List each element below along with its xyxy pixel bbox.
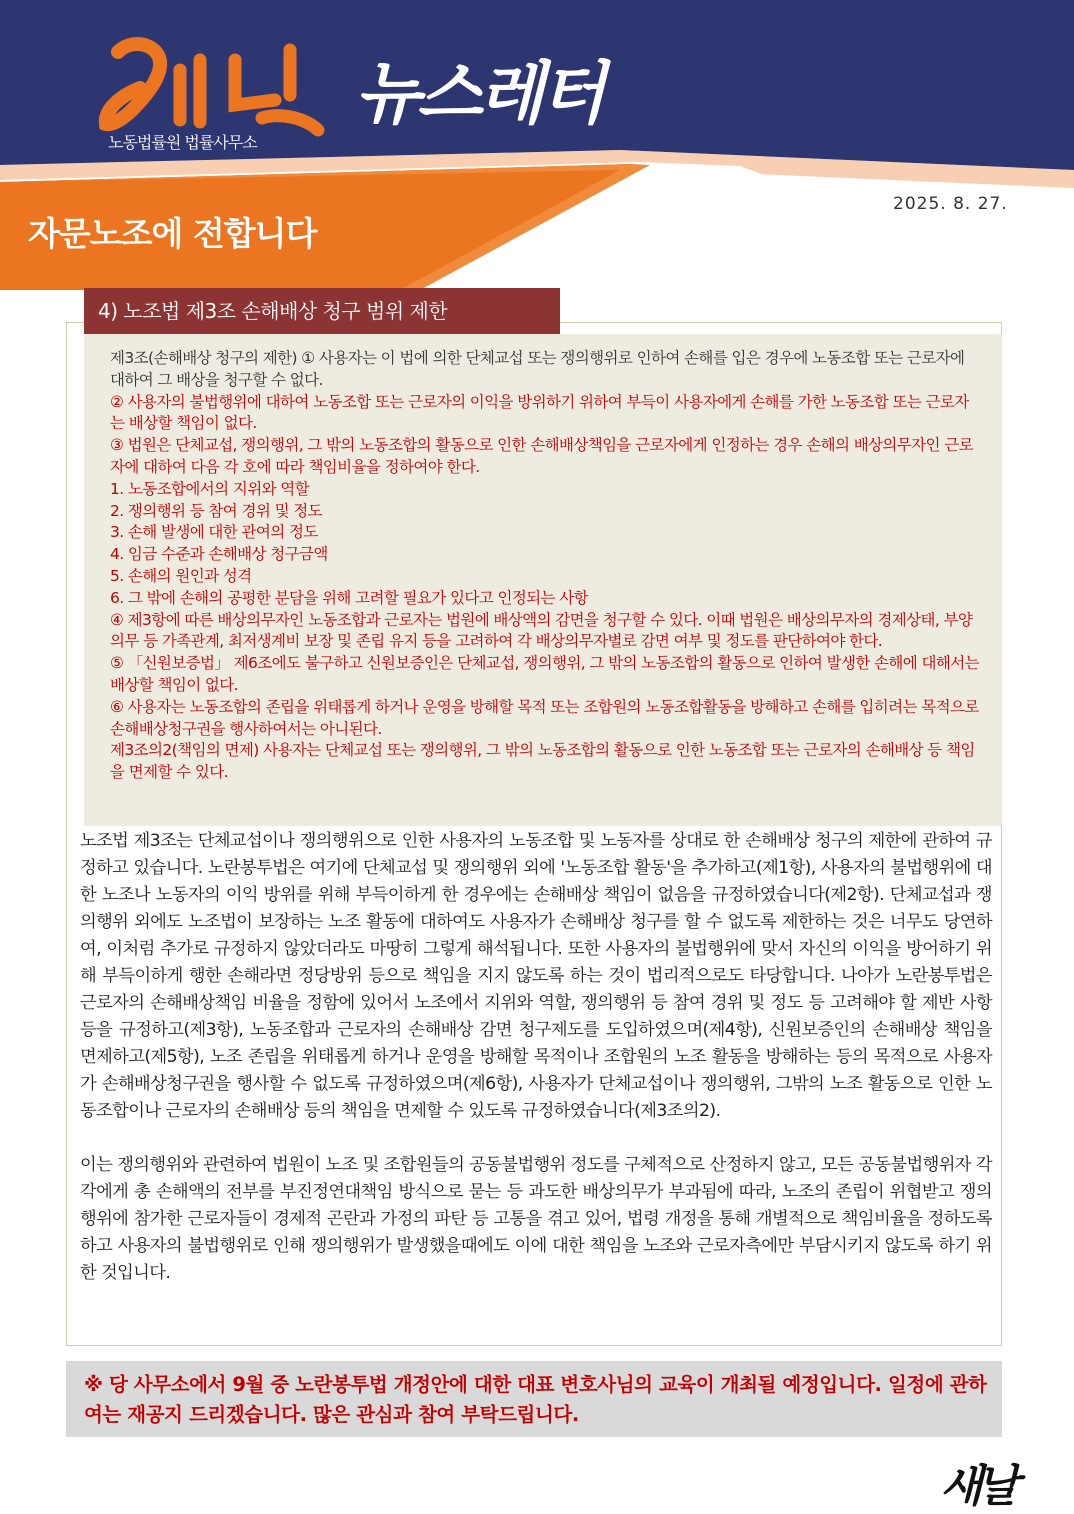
law-line: ⑤ 「신원보증법」 제6조에도 불구하고 신원보증인은 단체교섭, 쟁의행위, 그 밖의 노동조합의 활동으로 인하여 발생한 손해에 대해서는 배상할 책임이 없다. bbox=[110, 654, 979, 694]
law-line: ② 사용자의 불법행위에 대하여 노동조합 또는 근로자의 이익을 방위하기 위하여 부득이 사용자에게 손해를 가한 노동조합 또는 근로자는 배상할 책임이 없다. bbox=[110, 392, 969, 433]
law-line: 6. 그 밖에 손해의 공평한 분담을 위해 고려할 필요가 있다고 인정되는 사항 bbox=[110, 588, 589, 607]
law-line: 4. 임금 수준과 손해배상 청구금액 bbox=[110, 545, 328, 564]
issue-date: 2025. 8. 27. bbox=[893, 194, 1008, 214]
article-subheader: 4) 노조법 제3조 손해배상 청구 범위 제한 bbox=[84, 288, 560, 334]
law-text-box bbox=[84, 334, 1002, 826]
notice-banner: ※ 당 사무소에서 9월 중 노란봉투법 개정안에 대한 대표 변호사님의 교육이 개최될 예정입니다. 일정에 관하여는 재공지 드리겠습니다. 많은 관심과 참여 부탁드립니다. bbox=[66, 1361, 1002, 1437]
section-label: 자문노조에 전합니다 bbox=[28, 214, 317, 253]
law-line: ⑥ 사용자는 노동조합의 존립을 위태롭게 하거나 운영을 방해할 목적 또는 조합원의 노동조합활동을 방해하고 손해를 입히려는 목적으로 손해배상청구권을 행사하여서는 아니된다. bbox=[110, 697, 979, 738]
law-line: ③ 법원은 단체교섭, 쟁의행위, 그 밖의 노동조합의 활동으로 인한 손해배상책임을 근로자에게 인정하는 경우 손해의 배상의무자인 근로자에 대하여 다음 각 호에 따라 책임비율을 정하여야 한다. bbox=[110, 436, 974, 476]
article-paragraph: 노조법 제3조는 단체교섭이나 쟁의행위으로 인한 사용자의 노동조합 및 노동자를 상대로 한 손해배상 청구의 제한에 관하여 규정하고 있습니다. 노란봉투법은 여기에 단체교섭 및 쟁의행위 외에 '노동조합 활동'을 추가하고(제1항), 사용자의 불법행위에 대한 노조나 노동자의 이익 방위를 위해 부득이하게 한 경우에는 손해배상 책임이 없음을 규정하였습니다(제2항). 단체교섭과 쟁의행위 외에도 노조법이 보장하는 노조 활동에 대하여도 사용자가 손해배상 청구를 할 수 없도록 제한하는 것은 너무도 당연하여, 이처럼 추가로 규정하지 않았더라도 마땅히 그렇게 해석됩니다. 또한 사용자의 불법행위에 맞서 자신의 이익을 방어하기 위해 부득이하게 행한 손해라면 정당방위 등으로 책임을 지지 않도록 하는 것이 법리적으로도 타당합니다. 나아가 노란봉투법은 근로자의 손해배상책임 비율을 정함에 있어서 노조에서 지위와 역할, 쟁의행위 등 참여 경위 및 정도 등 고려해야 할 제반 사항 등을 규정하고(제3항), 노동조합과 근로자의 손해배상 감면 청구제도를 도입하였으며(제4항), 신원보증인의 손해배상 책임을 면제하고(제5항), 노조 존립을 위태롭게 하거나 운영을 방해할 목적이나 조합원의 노조 활동을 방해하는 등의 목적으로 사용자가 손해배상청구권을 행사할 수 없도록 규정하였으며(제6항), 사용자가 단체교섭이나 쟁의행위, 그밖의 노조 활동으로 인한 노동조합이나 근로자의 손해배상 등의 책임을 면제할 수 있도록 규정하였습니다(제3조의2). bbox=[80, 831, 992, 1121]
newsletter-title: 뉴스레터 bbox=[355, 54, 602, 134]
law-line: 제3조의2(책임의 면제) 사용자는 단체교섭 또는 쟁의행위, 그 밖의 노동조합의 활동으로 인한 노동조합 또는 근로자의 손해배상 등 책임을 면제할 수 있다. bbox=[110, 741, 975, 782]
law-line: 1. 노동조합에서의 지위와 역할 bbox=[110, 479, 310, 498]
logo-subtitle: 노동법률원 법률사무소 bbox=[108, 133, 257, 152]
law-line: 5. 손해의 원인과 성격 bbox=[110, 566, 252, 585]
law-line: 2. 쟁의행위 등 참여 경위 및 정도 bbox=[110, 501, 323, 520]
article-body bbox=[80, 828, 992, 1287]
law-line: 3. 손해 발생에 대한 관여의 정도 bbox=[110, 523, 318, 542]
law-line: 제3조(손해배상 청구의 제한) ① 사용자는 이 법에 의한 단체교섭 또는 쟁의행위로 인하여 손해를 입은 경우에 노동조합 또는 근로자에 대하여 그 배상을 청구할 수 없다. bbox=[110, 349, 965, 389]
article-paragraph: 이는 쟁의행위와 관련하여 법원이 노조 및 조합원들의 공동불법행위 정도를 구체적으로 산정하지 않고, 모든 공동불법행위자 각각에게 총 손해액의 전부를 부진정연대책임 방식으로 묻는 등 과도한 배상의무가 부과됨에 따라, 노조의 존립이 위협받고 쟁의행위에 참가한 근로자들이 경제적 곤란과 가정의 파탄 등 고통을 겪고 있어, 법령 개정을 통해 개별적으로 책임비율을 정하도록 하고 사용자의 불법행위로 인해 쟁의행위가 발생했을때에도 이에 대한 책임을 노조와 근로자측에만 부담시키지 않도록 하기 위한 것입니다. bbox=[80, 1155, 992, 1283]
law-line: ④ 제3항에 따른 배상의무자인 노동조합과 근로자는 법원에 배상액의 감면을 청구할 수 있다. 이때 법원은 배상의무자의 경제상태, 부양의무 등 가족관계, 최저생계비 보장 및 존립 유지 등을 고려하여 각 배상의무자별로 감면 여부 및 정도를 판단하여야 한다. bbox=[110, 610, 973, 651]
newsletter-header bbox=[0, 0, 1074, 290]
footer-logo: 새날 bbox=[940, 1461, 1014, 1512]
